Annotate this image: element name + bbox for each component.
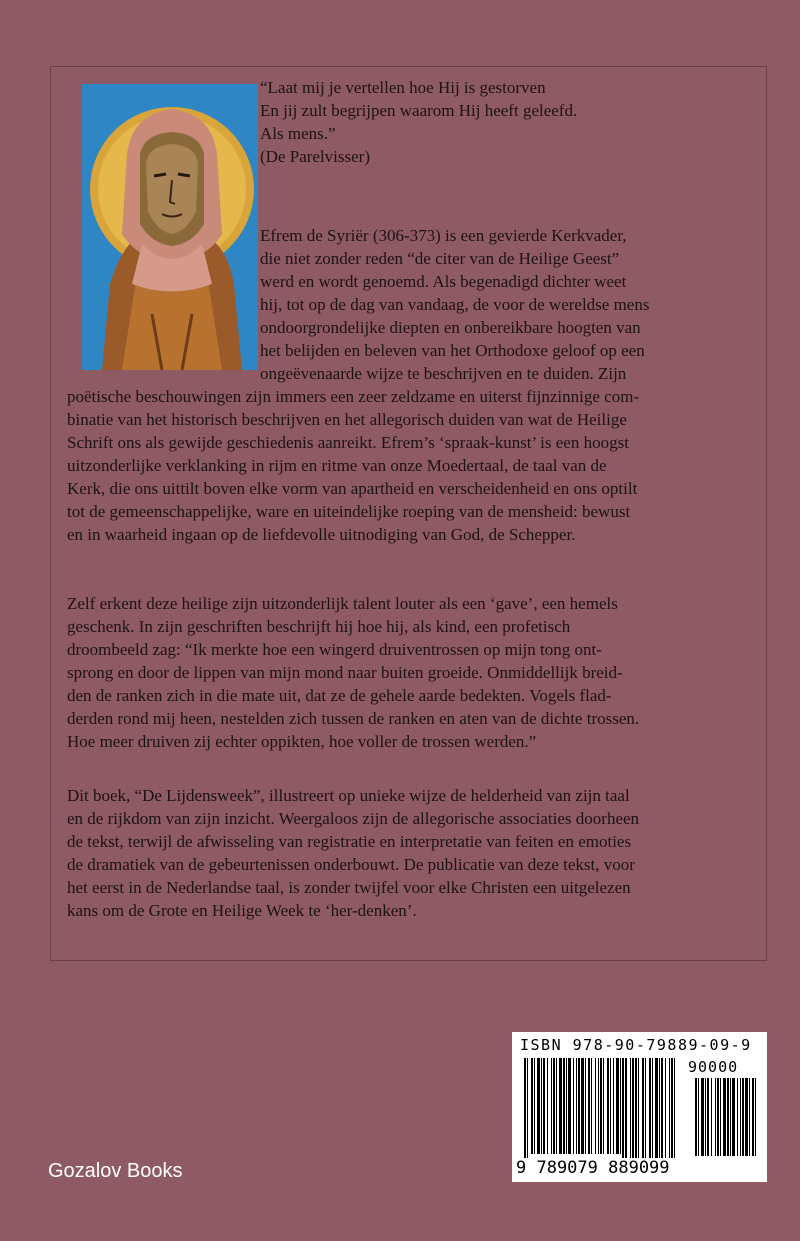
- barcode-bar: [649, 1058, 651, 1158]
- quote-line: “Laat mij je vertellen hoe Hij is gestorven: [260, 78, 546, 97]
- text-line: poëtische beschouwingen zijn immers een zeer zeldzame en uiterst fijnzinnige com-: [67, 387, 640, 406]
- quote-attribution: (De Parelvisser): [260, 147, 370, 166]
- price-code: 90000: [688, 1058, 739, 1076]
- barcode-bar: [730, 1078, 731, 1156]
- barcode-bar: [659, 1058, 660, 1158]
- text-line: Hoe meer druiven zij echter oppikten, hoe voller de trossen werden.”: [67, 732, 537, 751]
- barcode-bar: [669, 1058, 670, 1158]
- barcode-bar: [622, 1058, 624, 1158]
- barcode-bar: [581, 1058, 584, 1154]
- barcode-bar: [576, 1058, 577, 1154]
- blurb-paragraph-1: [260, 224, 730, 385]
- barcode-bar: [698, 1078, 699, 1156]
- barcode-bar: [661, 1058, 663, 1158]
- barcode-bar: [737, 1078, 738, 1156]
- text-line: derden rond mij heen, nestelden zich tussen de ranken en aten van de dichte trossen.: [67, 709, 640, 728]
- text-line: hij, tot op de dag van vandaag, de voor de wereldse mens: [260, 295, 650, 314]
- text-line: Schrift ons als gewijde geschiedenis aanreikt. Efrem’s ‘spraak-kunst’ is een hoogst: [67, 433, 629, 452]
- barcode-bar: [551, 1058, 552, 1154]
- barcode-bar: [717, 1078, 719, 1156]
- barcode-bar: [610, 1058, 611, 1154]
- barcode-bar: [705, 1078, 706, 1156]
- text-line: kans om de Grote en Heilige Week te ‘her-denken’.: [67, 901, 417, 920]
- barcode-bar: [620, 1058, 621, 1154]
- barcode-bar: [537, 1058, 540, 1154]
- barcode-bar: [755, 1078, 756, 1156]
- barcode-bar: [655, 1058, 658, 1158]
- barcode-bar: [531, 1058, 533, 1154]
- text-line: de dramatiek van de gebeurtenissen onderbouwt. De publicatie van deze tekst, voor: [67, 855, 635, 874]
- barcode-bar: [638, 1058, 639, 1158]
- text-line: Dit boek, “De Lijdensweek”, illustreert op unieke wijze de helderheid van zijn taal: [67, 786, 630, 805]
- isbn-label: ISBN 978-90-79889-09-9: [520, 1036, 752, 1054]
- barcode-bar: [715, 1078, 716, 1156]
- barcode-bar: [613, 1058, 614, 1154]
- barcode-bar: [642, 1058, 644, 1158]
- barcode-bar: [732, 1078, 735, 1156]
- barcode-bar: [632, 1058, 634, 1158]
- barcode-bar: [707, 1078, 709, 1156]
- blurb-paragraph-3: [67, 784, 747, 922]
- barcode-bar: [720, 1078, 721, 1156]
- barcode-bar: [573, 1058, 574, 1154]
- barcode-bar: [553, 1058, 555, 1154]
- barcode-bar: [541, 1058, 542, 1154]
- barcode-bar: [559, 1058, 562, 1154]
- text-line: binatie van het historisch beschrijven en het allegorisch duiden van wat de Heilige: [67, 410, 627, 429]
- isbn-barcode: [512, 1032, 767, 1182]
- barcode-bar: [625, 1058, 627, 1158]
- barcode-bar: [568, 1058, 571, 1154]
- barcode-bar: [616, 1058, 619, 1154]
- barcode-bar: [749, 1078, 750, 1156]
- text-line: ongeëvenaarde wijze te beschrijven en te duiden. Zijn: [260, 364, 627, 383]
- barcode-bar: [524, 1058, 526, 1158]
- barcode-bar: [671, 1058, 673, 1158]
- text-line: tot de gemeenschappelijke, ware en uiteindelijke roeping van de mensheid: bewust: [67, 502, 631, 521]
- barcode-bar: [723, 1078, 726, 1156]
- barcode-bar: [543, 1058, 545, 1154]
- barcode-bar: [556, 1058, 557, 1154]
- barcode-bar: [547, 1058, 548, 1154]
- text-line: Efrem de Syriër (306-373) is een gevierde Kerkvader,: [260, 226, 627, 245]
- barcode-bar: [652, 1058, 653, 1158]
- barcode-bar: [566, 1058, 567, 1154]
- blurb-paragraph-2: [67, 592, 747, 753]
- barcode-bar: [674, 1058, 675, 1158]
- barcode-bar: [527, 1058, 528, 1158]
- text-line: die niet zonder reden “de citer van de Heilige Geest”: [260, 249, 620, 268]
- barcode-bar: [607, 1058, 609, 1154]
- barcode-bar: [645, 1058, 646, 1158]
- text-line: droombeeld zag: “Ik merkte hoe een wingerd druiventrossen op mijn tong ont-: [67, 640, 602, 659]
- barcode-bar: [600, 1058, 602, 1154]
- text-line: en de rijkdom van zijn inzicht. Weergaloos zijn de allegorische associaties doorheen: [67, 809, 640, 828]
- text-line: sprong en door de lippen van mijn mond naar buiten groeide. Onmiddellijk breid-: [67, 663, 623, 682]
- barcode-bar: [752, 1078, 754, 1156]
- text-line: het eerst in de Nederlandse taal, is zonder twijfel voor elke Christen een uitgelezen: [67, 878, 631, 897]
- barcode-bar: [595, 1058, 596, 1154]
- text-line: de tekst, terwijl de afwisseling van registratie en interpretatie van feiten en emoties: [67, 832, 632, 851]
- barcode-bar: [591, 1058, 592, 1154]
- text-line: geschenk. In zijn geschriften beschrijft hij hoe hij, als kind, een profetisch: [67, 617, 571, 636]
- epigraph-quote: [260, 76, 740, 168]
- barcode-bar: [665, 1058, 666, 1158]
- barcode-bar: [695, 1078, 697, 1156]
- barcode-bar: [534, 1058, 535, 1154]
- text-line: den de ranken zich in die mate uit, dat ze de gehele aarde bedekten. Vogels flad-: [67, 686, 612, 705]
- text-line: ondoorgrondelijke diepten en onbereikbare hoogten van: [260, 318, 641, 337]
- barcode-bar: [727, 1078, 729, 1156]
- barcode-bar: [598, 1058, 599, 1154]
- text-line: Zelf erkent deze heilige zijn uitzonderlijk talent louter als een ‘gave’, een hemels: [67, 594, 618, 613]
- barcode-bar: [588, 1058, 590, 1154]
- barcode-bar: [603, 1058, 604, 1154]
- quote-line: En jij zult begrijpen waarom Hij heeft geleefd.: [260, 101, 578, 120]
- text-line: werd en wordt genoemd. Als begenadigd dichter weet: [260, 272, 627, 291]
- text-line: het belijden en beleven van het Orthodoxe geloof op een: [260, 341, 645, 360]
- barcode-bar: [635, 1058, 637, 1158]
- barcode-bar: [742, 1078, 744, 1156]
- ean-digits: 9 789079 889099: [516, 1158, 670, 1178]
- quote-line: Als mens.”: [260, 124, 336, 143]
- barcode-bar: [711, 1078, 712, 1156]
- barcode-bar: [578, 1058, 580, 1154]
- text-line: uitzonderlijke verklanking in rijm en ritme van onze Moedertaal, de taal van de: [67, 456, 607, 475]
- publisher-name: Gozalov Books: [48, 1160, 183, 1182]
- text-line: en in waarheid ingaan op de liefdevolle uitnodiging van God, de Schepper.: [67, 525, 576, 544]
- barcode-bar: [563, 1058, 565, 1154]
- blurb-paragraph-1-cont: [67, 385, 747, 546]
- barcode-bar: [740, 1078, 741, 1156]
- saint-icon-painting: [82, 84, 258, 370]
- text-line: Kerk, die ons uittilt boven elke vorm van apartheid en verscheidenheid en ons optilt: [67, 479, 638, 498]
- barcode-bar: [585, 1058, 586, 1154]
- barcode-bar: [745, 1078, 748, 1156]
- barcode-bar: [701, 1078, 704, 1156]
- barcode-bar: [630, 1058, 631, 1158]
